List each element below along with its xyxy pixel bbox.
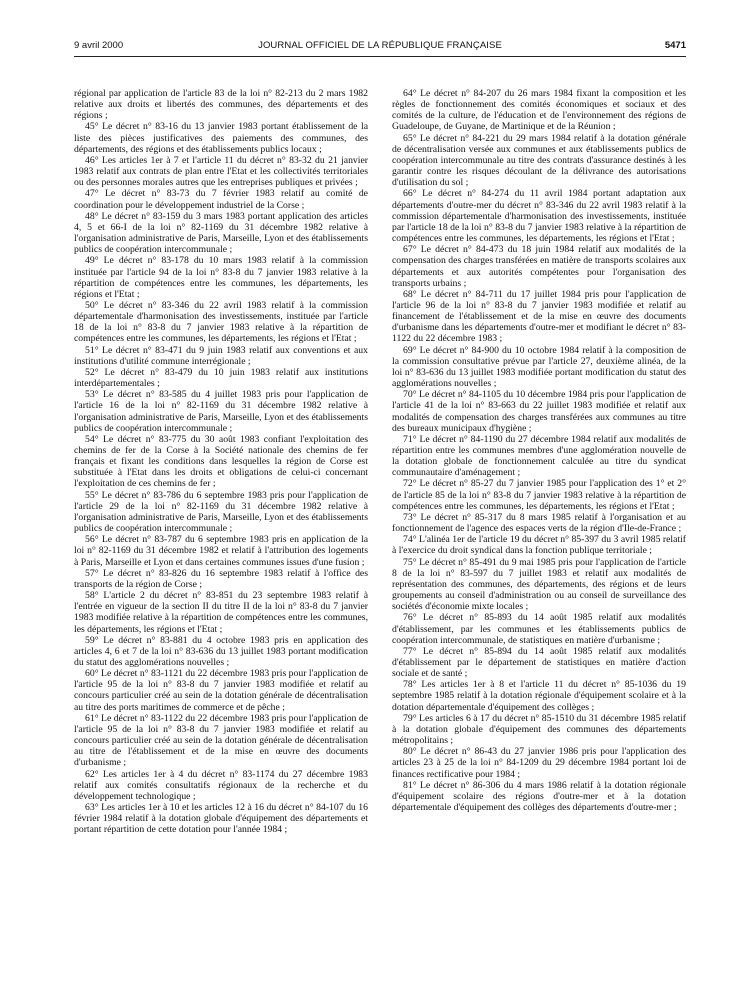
journal-title: JOURNAL OFFICIEL DE LA RÉPUBLIQUE FRANÇAISE	[258, 40, 502, 51]
decree-item: 81° Le décret n° 86-306 du 4 mars 1986 relatif à la dotation régionale d'équipement scolaire des régions d'outre-mer et à la dotation départementale d'équipement des collèges des départements d'outre-mer ;	[392, 779, 686, 813]
decree-item: 80° Le décret n° 86-43 du 27 janvier 1986 pris pour l'application des articles 23 à 25 de la loi n° 84-1209 du 29 décembre 1984 portant loi de finances rectificative pour 1984 ;	[392, 746, 686, 780]
decree-item: 50° Le décret n° 83-346 du 22 avril 1983 relatif à la commission départementale d'harmonisation des investissements, instituée par l'article 18 de la loi n° 83-8 du 7 janvier 1983 relative à la répartition de compétences entre les communes, les départements, les régions et l'Etat ;	[74, 299, 368, 345]
decree-item: 60° Le décret n° 83-1121 du 22 décembre 1983 pris pour l'application de l'article 95 de la loi n° 83-8 du 7 janvier 1983 modifiée et relatif au concours particulier créé au sein de la dotation générale de décentralisation au titre des ports maritimes de commerce et de pêche ;	[74, 668, 368, 713]
decree-item: 47° Le décret n° 83-73 du 7 février 1983 relatif au comité de coordination pour le développement industriel de la Corse ;	[74, 188, 368, 211]
issue-date: 9 avril 2000	[74, 40, 124, 51]
decree-item: 65° Le décret n° 84-221 du 29 mars 1984 relatif à la dotation générale de décentralisation versée aux communes et aux établissements publics de coopération intercommunale au titre des contrats d'assurance destinés à les garantir contre les risques découlant de la délivrance des autorisations d'utilisation du sol ;	[392, 132, 686, 189]
decree-item: 69° Le décret n° 84-900 du 10 octobre 1984 relatif à la composition de la commission consultative prévue par l'article 27, deuxième alinéa, de la loi n° 83-636 du 13 juillet 1983 modifiée portant modification du statut des agglomérations nouvelles ;	[392, 344, 686, 390]
decree-item: 72° Le décret n° 85-27 du 7 janvier 1985 pour l'application des 1° et 2° de l'article 85 de la loi n° 83-8 du 7 janvier 1983 relative à la répartition de compétences entre les communes, les départements, les régions et l'Etat ;	[392, 478, 686, 512]
decree-item: 52° Le décret n° 83-479 du 10 juin 1983 relatif aux institutions interdépartementales ;	[74, 366, 368, 390]
decree-item: 75° Le décret n° 85-491 du 9 mai 1985 pris pour l'application de l'article 8 de la loi n° 83-597 du 7 juillet 1983 et relatif aux modalités de représentation des communes, des départements, des régions et de leurs groupements au conseil d'administration ou au conseil de surveillance des sociétés d'économie mixte locales ;	[392, 556, 686, 613]
header-rule	[74, 56, 686, 57]
decree-item: 71° Le décret n° 84-1190 du 27 décembre 1984 relatif aux modalités de répartition entre les communes membres d'une agglomération nouvelle de la dotation globale de fonctionnement calculée au titre du syndicat communautaire d'aménagement ;	[392, 433, 686, 479]
decree-item: 74° L'alinéa 1er de l'article 19 du décret n° 85-397 du 3 avril 1985 relatif à l'exercice du droit syndical dans la fonction publique territoriale ;	[392, 534, 686, 557]
decree-item: 58° L'article 2 du décret n° 83-851 du 23 septembre 1983 relatif à l'entrée en vigueur de la section II du titre II de la loi n° 83-8 du 7 janvier 1983 modifiée relative à la répartition de compétences entre les communes, les départements, les régions et l'Etat ;	[74, 590, 368, 635]
decree-item: 67° Le décret n° 84-473 du 18 juin 1984 relatif aux modalités de la compensation des charges transférées en matière de transports scolaires aux départements et aux autorités compétentes pour l'organisation des transports urbains ;	[392, 244, 686, 289]
decree-item: 57° Le décret n° 83-826 du 16 septembre 1983 relatif à l'office des transports de la région de Corse ;	[74, 567, 368, 590]
decree-item: 59° Le décret n° 83-881 du 4 octobre 1983 pris en application des articles 4, 6 et 7 de la loi n° 83-636 du 13 juillet 1983 portant modification du statut des agglomérations nouvelles ;	[74, 634, 368, 668]
decree-item: 48° Le décret n° 83-159 du 3 mars 1983 portant application des articles 4, 5 et 66-I de la loi n° 82-1169 du 31 décembre 1982 relative à l'organisation administrative de Paris, Marseille, Lyon et des établissements publics de coopération intercommunale ;	[74, 210, 368, 256]
decree-item: 64° Le décret n° 84-207 du 26 mars 1984 fixant la composition et les règles de fonctionnement des comités économiques et sociaux et des comités de la culture, de l'éducation et de l'environnement des régions de Guadeloupe, de Guyane, de Martinique et de la Réunion ;	[392, 88, 686, 133]
page-header	[74, 40, 686, 54]
decree-item: 68° Le décret n° 84-711 du 17 juillet 1984 pris pour l'application de l'article 96 de la loi n° 83-8 du 7 janvier 1983 modifiée et relatif au financement de l'établissement et de la mise en œuvre des documents d'urbanisme dans les départements d'outre-mer et modifiant le décret n° 83-1122 du 22 décembre 1983 ;	[392, 288, 686, 345]
decree-item: régional par application de l'article 83 de la loi n° 82-213 du 2 mars 1982 relative aux droits et libertés des communes, des départements et des régions ;	[74, 88, 368, 122]
decree-item: 70° Le décret n° 84-1105 du 10 décembre 1984 pris pour l'application de l'article 41 de la loi n° 83-663 du 22 juillet 1983 modifiée et relatif aux modalités de compensation des charges transférées aux communes au titre des bureaux municipaux d'hygiène ;	[392, 389, 686, 434]
decree-item: 79° Les articles 6 à 17 du décret n° 85-1510 du 31 décembre 1985 relatif à la dotation globale d'équipement des communes des départements métropolitains ;	[392, 712, 686, 747]
decree-item: 78° Les articles 1er à 8 et l'article 11 du décret n° 85-1036 du 19 septembre 1985 relatif à la dotation régionale d'équipement scolaire et à la dotation départementale d'équipement des collèges ;	[392, 679, 686, 713]
decree-item: 73° Le décret n° 85-317 du 8 mars 1985 relatif à l'organisation et au fonctionnement de l'agence des espaces verts de la région d'Ile-de-France ;	[392, 511, 686, 535]
decree-item: 49° Le décret n° 83-178 du 10 mars 1983 relatif à la commission instituée par l'article 94 de la loi n° 83-8 du 7 janvier 1983 relative à la répartition de compétences entre les communes, les départements, les régions et l'Etat ;	[74, 255, 368, 300]
decree-item: 63° Les articles 1er à 10 et les articles 12 à 16 du décret n° 84-107 du 16 février 1984 relatif à la dotation globale d'équipement des départements et portant répartition de cette dotation pour l'année 1984 ;	[74, 802, 368, 836]
decree-item: 61° Le décret n° 83-1122 du 22 décembre 1983 pris pour l'application de l'article 95 de la loi n° 83-8 du 7 janvier 1983 modifiée et relatif au concours particulier créé au sein de la dotation générale de décentralisation au titre de l'établissement et de la mise en œuvre des documents d'urbanisme ;	[74, 712, 368, 769]
decree-item: 45° Le décret n° 83-16 du 13 janvier 1983 portant établissement de la liste des pièces justificatives des paiements des communes, des départements, des régions et des établissements publics locaux ;	[74, 121, 368, 155]
decree-item: 56° Le décret n° 83-787 du 6 septembre 1983 pris en application de la loi n° 82-1169 du 31 décembre 1982 et relatif à l'attribution des logements à Paris, Marseille et Lyon et dans certaines communes issues d'une fusion ;	[74, 534, 368, 568]
left-column	[74, 88, 368, 835]
decree-item: 53° Le décret n° 83-585 du 4 juillet 1983 pris pour l'application de l'article 16 de la loi n° 82-1169 du 31 décembre 1982 relative à l'organisation administrative de Paris, Marseille, Lyon et des établissements publics de coopération intercommunale ;	[74, 389, 368, 434]
page-number: 5471	[664, 40, 686, 51]
decree-item: 54° Le décret n° 83-775 du 30 août 1983 confiant l'exploitation des chemins de fer de la Corse à la Société nationale des chemins de fer français et fixant les conditions dans lesquelles la région de Corse est substituée à l'Etat dans les droits et obligations de celui-ci concernant l'exploitation de ces chemins de fer ;	[74, 433, 368, 490]
decree-item: 66° Le décret n° 84-274 du 11 avril 1984 portant adaptation aux départements d'outre-mer du décret n° 83-346 du 22 avril 1983 relatif à la commission départementale d'harmonisation des investissements, instituée par l'article 18 de la loi n° 83-8 du 7 janvier 1983 relative à la répartition de compétences entre les communes, les départements, les régions et l'Etat ;	[392, 188, 686, 245]
decree-item: 77° Le décret n° 85-894 du 14 août 1985 relatif aux modalités d'établissement par le département de statistiques en matière d'action sociale et de santé ;	[392, 645, 686, 680]
decree-item: 55° Le décret n° 83-786 du 6 septembre 1983 pris pour l'application de l'article 29 de la loi n° 82-1169 du 31 décembre 1982 relative à l'organisation administrative de Paris, Marseille, Lyon et des établissements publics de coopération intercommunale ;	[74, 489, 368, 535]
decree-item: 76° Le décret n° 85-893 du 14 août 1985 relatif aux modalités d'établissement, par les communes et les établissements publics de coopération intercommunale, de statistiques en matière d'urbanisme ;	[392, 612, 686, 646]
right-column	[392, 88, 686, 813]
decree-item: 51° Le décret n° 83-471 du 9 juin 1983 relatif aux conventions et aux institutions d'utilité commune interrégionale ;	[74, 344, 368, 367]
decree-item: 62° Les articles 1er à 4 du décret n° 83-1174 du 27 décembre 1983 relatif aux comités consultatifs régionaux de la recherche et du développement technologique ;	[74, 768, 368, 802]
decree-item: 46° Les articles 1er à 7 et l'article 11 du décret n° 83-32 du 21 janvier 1983 relatif aux contrats de plan entre l'Etat et les collectivités territoriales ou des personnes morales autres que les entreprises publiques et privées ;	[74, 154, 368, 189]
